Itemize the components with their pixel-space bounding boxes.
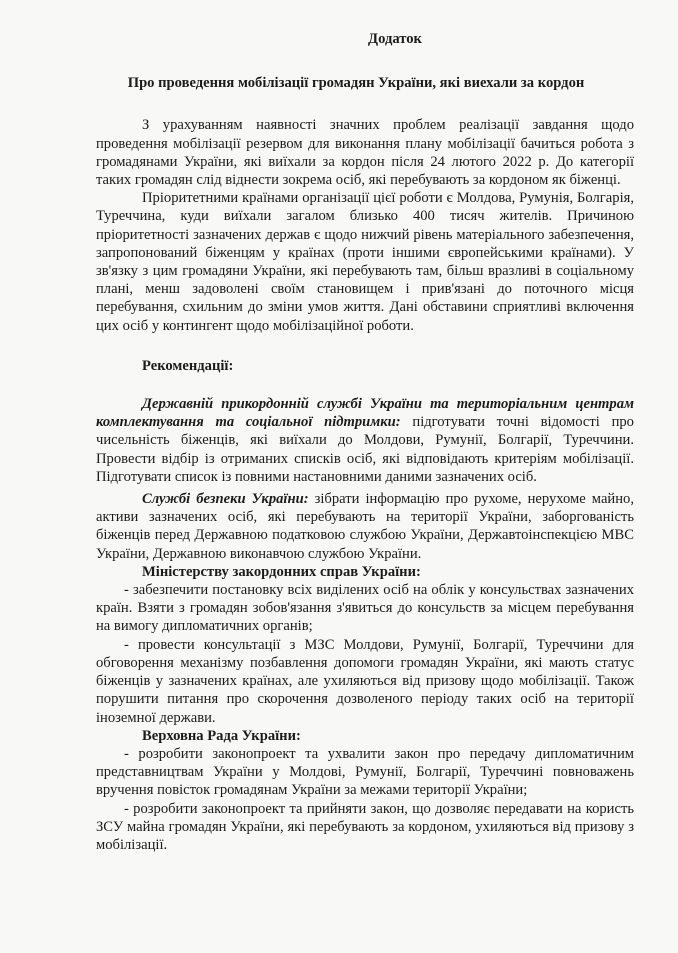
org-border-service: Державній прикордонній службі України та територіальним центрам комплектування та соціальної підтримки:: [96, 396, 634, 431]
recommendation-security-service: [96, 490, 634, 563]
recommendations-heading: Рекомендації:: [142, 357, 234, 374]
document-title: Про проведення мобілізації громадян України, які виехали за кордон: [127, 75, 585, 92]
org-parliament-label: Верховна Рада України:: [142, 727, 301, 744]
foreign-ministry-item-2: - провести консультації з МЗС Молдови, Румунії, Болгарії, Туреччини для обговорення механізму позбавлення допомоги громадян України, які мають статус біженців у зазначених країнах, але ухиляються від призову щодо мобілізації. Також порушити питання про скорочення дозволеного періоду таких осіб на території іноземної держави.: [96, 636, 634, 726]
intro-paragraph-1: З урахуванням наявності значних проблем реалізації завдання щодо проведення мобілізації резервом для виконання плану мобілізації бачиться робота з громадянами України, які виїхали за кордон після 24 лютого 2022 р. До категорії таких громадян слід віднести зокрема осіб, які перебувають за кордоном як біженці.: [96, 117, 634, 189]
org-foreign-ministry: [96, 563, 634, 581]
recommendation-border-service: [96, 395, 634, 486]
org-parliament: [96, 727, 634, 745]
recommendation-text: зібрати інформацію про рухоме, нерухоме майно, активи зазначених осіб, які перебувають на території України, заборгованість біженців перед Державною податковою службою України, Державтоінспекцією МВС України, Державною виконавчою службою України.: [96, 491, 634, 562]
foreign-ministry-item-1: - забезпечити постановку всіх виділених осіб на облік у консульствах зазначених країн. Взяти з громадян зобов'язання з'явиться до консульств за місцем перебування на вимогу дипломатичних органів;: [96, 582, 634, 635]
org-foreign-ministry-label: Міністерству закордонних справ України:: [142, 563, 421, 580]
parliament-item-1: - розробити законопроект та ухвалити закон про передачу дипломатичним представництвам України у Молдові, Румунії, Болгарії, Туреччині повноважень вручення повісток громадянам України за межами території України;: [96, 745, 634, 799]
org-security-service: Службі безпеки України:: [142, 491, 309, 508]
intro-paragraph-2: Пріоритетними країнами організації цієї роботи є Молдова, Румунія, Болгарія, Туреччина, куди виїхали загалом близько 400 тисяч жителів. Причиною пріоритетності зазначених держав є щодо нижчий рівень матеріального забезпечення, запропонований біженцям у країнах (проти іншими європейськими країнами). У зв'язку з цим громадяни України, які перебувають там, більш вразливі в соціальному плані, менш задоволені своїм становищем і прив'язані до поточного місця перебування, схильним до зміни умов життя. Дані обставини сприятливі включення цих осіб у контингент щодо мобілізаційної роботи.: [96, 190, 634, 334]
parliament-item-2: - розробити законопроект та прийняти закон, що дозволяє передавати на користь ЗСУ майна громадян України, які перебувають за кордоном, ухиляються від призову з мобілізації.: [96, 800, 634, 853]
appendix-label: Додаток: [368, 31, 422, 47]
recommendation-text: підготувати точні відомості про чисельність біженців, які виїхали до Молдови, Румунії, Болгарії, Туреччини. Провести відбір із отриманих списків осіб, які відповідають критеріям мобілізації. Підготувати список із повними настановними даними зазначених осіб.: [96, 414, 634, 485]
